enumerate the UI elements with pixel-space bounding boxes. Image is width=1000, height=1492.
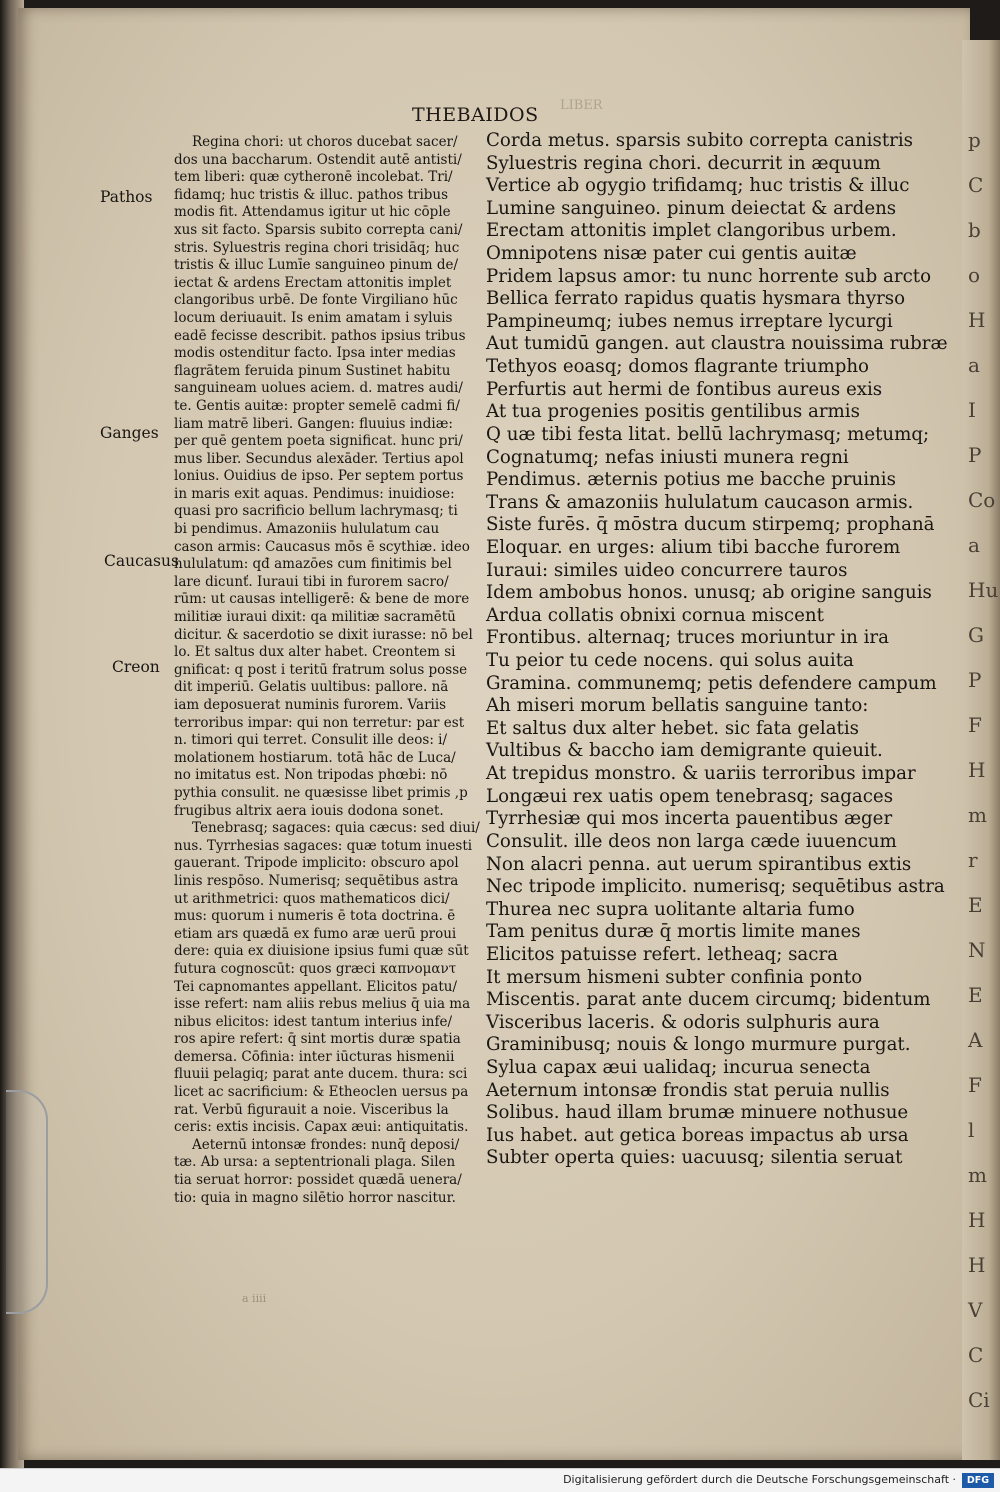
- next-page-letter: E: [968, 983, 983, 1007]
- verse-line: Frontibus. alternaq; truces moriuntur in ira: [486, 627, 889, 649]
- next-page-letter: F: [968, 1073, 982, 1097]
- commentary-line: hululatum: qđ amazōes cum finitimis bel: [174, 556, 452, 573]
- next-page-letter: P: [968, 443, 982, 467]
- verse-column: [486, 130, 956, 1170]
- next-page-letter: b: [968, 218, 981, 242]
- signature-mark: a iiii: [242, 1292, 267, 1305]
- commentary-line: sanguineam uolues aciem. d. matres audi/: [174, 380, 463, 397]
- commentary-line: stris. Syluestris regina chori trisidāq; huc: [174, 239, 460, 256]
- verse-line: Tam penitus duræ q̄ mortis limite manes: [486, 921, 861, 943]
- commentary-line: frugibus altrix aera iouis dodona sonet.: [174, 802, 444, 819]
- commentary-line: lare dicunť. Iuraui tibi in furorem sacro/: [174, 573, 449, 590]
- verse-line: At tua progenies positis gentilibus armis: [486, 401, 860, 423]
- next-page-letter: C: [968, 173, 984, 197]
- next-page-letter: r: [968, 848, 978, 872]
- commentary-line: rat. Verbū figurauit a noie. Visceribus la: [174, 1101, 449, 1118]
- verse-line: Consulit. ille deos non larga cæde iuuencum: [486, 830, 897, 852]
- verse-line: Lumine sanguineo. pinum deiectat & ardens: [486, 197, 897, 219]
- commentary-line: ros apire refert: q̄ sint mortis duræ spatia: [174, 1031, 461, 1048]
- verse-line: Gramina. communemq; petis defendere campum: [486, 672, 937, 694]
- verse-line: Erectam attonitis implet clangoribus urbem.: [486, 220, 897, 242]
- next-page-letter: l: [968, 1118, 975, 1142]
- commentary-line: liam matrē liberi. Gangen: fluuius indiæ:: [174, 415, 453, 432]
- next-page-letter: N: [968, 938, 986, 962]
- marginal-note-ganges: Ganges: [100, 424, 159, 442]
- verse-line: Sylua capax æui ualidaq; incurua senecta: [486, 1056, 871, 1078]
- next-page-letter: C: [968, 1343, 984, 1367]
- commentary-line: etiam ars quædā ex fumo aræ uerū proui: [174, 925, 457, 942]
- verse-line: Vultibus & baccho iam demigrante quieuit.: [486, 740, 883, 762]
- verse-line: Aeternum intonsæ frondis stat peruia nullis: [486, 1079, 890, 1101]
- page-title: THEBAIDOS: [412, 104, 539, 126]
- verse-line: Q uæ tibi festa litat. bellū lachrymasq; metumq;: [486, 423, 930, 445]
- marginal-note-caucasus: Caucasus: [104, 552, 179, 570]
- commentary-line: pythia consulit. ne quæsisse libet primis ,p: [174, 784, 468, 801]
- commentary-column: [174, 134, 490, 1207]
- commentary-line: modis ostenditur facto. Ipsa inter medias: [174, 345, 456, 362]
- verse-line: Miscentis. parat ante ducem circumq; bidentum: [486, 989, 931, 1011]
- commentary-line: dos una baccharum. Ostendit autē antisti/: [174, 151, 462, 168]
- next-page-letter: F: [968, 713, 982, 737]
- commentary-line: te. Gentis auitæ: propter semelē cadmi fi/: [174, 397, 460, 414]
- page-clip: [6, 1090, 48, 1314]
- next-page-letter: Ci: [968, 1388, 990, 1412]
- verse-line: Perfurtis aut hermi de fontibus aureus exis: [486, 378, 883, 400]
- marginal-note-pathos: Pathos: [100, 188, 153, 206]
- next-page-letter: H: [968, 308, 986, 332]
- commentary-line: tæ. Ab ursa: a septentrionali plaga. Silen: [174, 1154, 456, 1171]
- commentary-line: modis fit. Attendamus igitur ut hic cōple: [174, 204, 451, 221]
- next-page-letter: a: [968, 353, 980, 377]
- verse-line: Trans & amazoniis hululatum caucason armis.: [486, 491, 914, 513]
- next-page-letter: m: [968, 803, 987, 827]
- verse-line: Pridem lapsus amor: tu nunc horrente sub arcto: [486, 265, 932, 287]
- verse-line: Siste furēs. q̄ mōstra ducum stirpemq; prophanā: [486, 514, 935, 536]
- verse-line: Iuraui: similes uideo concurrere tauros: [486, 559, 848, 581]
- verse-line: Nec tripode implicito. numerisq; sequētibus astra: [486, 876, 945, 898]
- dfg-logo[interactable]: DFG: [962, 1473, 994, 1488]
- commentary-line: in maris exit aquas. Pendimus: inuidiose:: [174, 485, 455, 502]
- commentary-line: demersa. Cōfinia: inter iūcturas hismenii: [174, 1048, 455, 1065]
- commentary-line: iam deposuerat numinis furorem. Variis: [174, 697, 447, 713]
- verse-line: Tyrrhesiæ qui mos incerta pauentibus æger: [486, 808, 893, 830]
- commentary-line: xus sit facto. Sparsis subito correpta cani/: [174, 221, 463, 238]
- next-page-edge: [962, 40, 1000, 1460]
- next-page-letter: H: [968, 1208, 986, 1232]
- verse-line: Aut tumidū gangen. aut claustra nouissima rubræ: [486, 333, 948, 355]
- next-page-letter: E: [968, 893, 983, 917]
- commentary-line: nus. Tyrrhesias sagaces: quæ totum inuesti: [174, 837, 473, 854]
- commentary-line: isse refert: nam aliis rebus melius q̄ uia ma: [174, 996, 471, 1013]
- next-page-letter: H: [968, 1253, 986, 1277]
- commentary-line: tia seruat horror: possidet quædā uenera/: [174, 1172, 462, 1189]
- verse-line: Omnipotens nisæ pater cui gentis auitæ: [486, 243, 857, 265]
- commentary-line: fidamq; huc tristis & illuc. pathos tribus: [174, 186, 449, 203]
- commentary-line: tristis & illuc Lumīe sanguineo pinum de/: [174, 257, 459, 274]
- verse-line: Tu peior tu cede nocens. qui solus auita: [486, 650, 854, 672]
- next-page-letter: Co: [968, 488, 996, 512]
- next-page-letter: o: [968, 263, 981, 287]
- verse-line: Ardua collatis obnixi cornua miscent: [486, 604, 824, 626]
- commentary-line: Tenebrasq; sagaces: quia cæcus: sed diui/: [192, 820, 480, 837]
- commentary-line: flagrātem feruida pinum Sustinet habitu: [174, 362, 451, 379]
- commentary-line: eadē fecisse describit. pathos ipsius tribus: [174, 327, 466, 344]
- commentary-line: gauerant. Tripode implicito: obscuro apol: [174, 855, 459, 872]
- commentary-line: quasi pro sacrificio bellum lachrymasq; ti: [174, 503, 458, 520]
- verse-line: Idem ambobus honos. unusq; ab origine sanguis: [486, 582, 932, 604]
- commentary-line: fluuii pelagiq; parat ante ducem. thura: sci: [174, 1066, 468, 1083]
- verse-line: Elicitos patuisse refert. letheaq; sacra: [486, 943, 839, 965]
- verse-line: Subter operta quies: uacuusq; silentia seruat: [486, 1147, 903, 1169]
- verse-line: At trepidus monstro. & uariis terroribus impar: [486, 763, 916, 785]
- verse-line: Pampineumq; iubes nemus irreptare lycurgi: [486, 310, 893, 332]
- verse-line: Thurea nec supra uolitante altaria fumo: [486, 898, 855, 920]
- commentary-line: iectat & ardens Erectam attonitis implet: [174, 274, 452, 291]
- verse-line: Graminibusq; nouis & longo murmure purgat.: [486, 1034, 911, 1056]
- commentary-line: ut arithmetrici: quos mathematicos dici/: [174, 890, 450, 907]
- commentary-line: ceris: extis incisis. Capax æui: antiquitatis.: [174, 1119, 469, 1136]
- commentary-line: lonius. Ouidius de ipso. Per septem portus: [174, 468, 464, 485]
- commentary-line: Regina chori: ut choros ducebat sacer/: [192, 134, 458, 150]
- verse-line: Visceribus laceris. & odoris sulphuris aura: [486, 1011, 880, 1033]
- commentary-line: gnificat: q post i teritū fratrum solus posse: [174, 661, 468, 678]
- next-page-letter: P: [968, 668, 982, 692]
- bleed-through-header: LIBER: [560, 98, 603, 113]
- commentary-line: locum deriuauit. Is enim amatam i syluis: [174, 309, 453, 326]
- commentary-line: mus liber. Secundus alexāder. Tertius apol: [174, 450, 464, 467]
- commentary-line: futura cognoscūt: quos græci καπνομαντ: [174, 960, 457, 977]
- verse-line: Ius habet. aut getica boreas impactus ab ursa: [486, 1124, 909, 1146]
- commentary-line: licet ac sacrificium: & Etheoclen uersus pa: [174, 1084, 469, 1101]
- commentary-line: dit imperiū. Gelatis uultibus: pallore. nā: [174, 679, 449, 696]
- next-page-letter: A: [968, 1028, 983, 1052]
- footer-credit: Digitalisierung gefördert durch die Deutsche Forschungsgemeinschaft ·: [563, 1473, 956, 1486]
- commentary-line: linis respōso. Numerisq; sequētibus astra: [174, 872, 459, 889]
- next-page-letter: m: [968, 1163, 987, 1187]
- commentary-line: Tei capnomantes appellant. Elicitos patu/: [174, 978, 458, 995]
- verse-line: Longæui rex uatis opem tenebrasq; sagaces: [486, 785, 894, 807]
- commentary-line: clangoribus urbē. De fonte Virgiliano hūc: [174, 292, 458, 309]
- next-page-letter: Hu: [968, 578, 999, 602]
- verse-line: Solibus. haud illam brumæ minuere nothusue: [486, 1102, 909, 1124]
- commentary-line: dicitur. & sacerdotio se dixit iurasse: nō bel: [174, 626, 473, 643]
- verse-line: Syluestris regina chori. decurrit in æquum: [486, 152, 881, 174]
- footer-bar: [0, 1468, 1000, 1492]
- commentary-line: dere: quia ex diuisione ipsius fumi quæ sūt: [174, 943, 469, 960]
- verse-line: Eloquar. en urges: alium tibi bacche furorem: [486, 536, 901, 558]
- marginal-note-creon: Creon: [112, 658, 160, 676]
- commentary-line: mus: quorum i numeris ē tota doctrina. ē: [174, 908, 456, 925]
- commentary-line: nibus elicitos: idest tantum interius infe/: [174, 1013, 453, 1030]
- commentary-line: tio: quia in magno silētio horror nascitur.: [174, 1189, 456, 1206]
- commentary-line: Aeternū intonsæ frondes: nunq̄ deposi/: [192, 1136, 460, 1153]
- verse-line: It mersum hismeni subter confinia ponto: [486, 966, 863, 988]
- commentary-line: molationem hostiarum. totā hāc de Luca/: [174, 749, 456, 766]
- next-page-letter: I: [968, 398, 976, 422]
- next-page-letter: p: [968, 128, 981, 152]
- verse-line: Cognatumq; nefas iniusti munera regni: [486, 446, 849, 468]
- verse-line: Tethyos eoasq; domos flagrante triumpho: [486, 356, 869, 378]
- commentary-line: per quē gentem poeta significat. hunc pri/: [174, 433, 463, 450]
- verse-line: Ah miseri morum bellatis sanguine tanto:: [486, 695, 869, 717]
- commentary-line: cason armis: Caucasus mōs ē scythiæ. ideo: [174, 538, 470, 555]
- commentary-line: no imitatus est. Non tripodas phœbi: nō: [174, 767, 448, 784]
- next-page-letter: G: [968, 623, 984, 647]
- commentary-line: bi pendimus. Amazoniis hululatum cau: [174, 521, 440, 538]
- next-page-letter: H: [968, 758, 986, 782]
- next-page-letter: a: [968, 533, 980, 557]
- commentary-line: n. timori qui terret. Consulit ille deos: i/: [174, 732, 448, 749]
- verse-line: Et saltus dux alter hebet. sic fata gelatis: [486, 717, 860, 739]
- commentary-line: rūm: ut causas intelligerē: & bene de more: [174, 591, 470, 608]
- verse-line: Pendimus. æternis potius me bacche pruinis: [486, 469, 896, 491]
- next-page-letter: V: [968, 1298, 983, 1322]
- commentary-line: lo. Et saltus dux alter habet. Creontem si: [174, 644, 456, 661]
- verse-line: Corda metus. sparsis subito correpta canistris: [486, 130, 913, 151]
- commentary-line: militiæ iuraui dixit: qa militiæ sacramētū: [174, 609, 456, 626]
- commentary-line: terroribus impar: qui non terretur: par est: [174, 714, 465, 731]
- verse-line: Bellica ferrato rapidus quatis hysmara thyrso: [486, 288, 906, 310]
- commentary-line: tem liberi: quæ cytheronē incolebat. Tri/: [174, 169, 453, 186]
- verse-line: Vertice ab ogygio trifidamq; huc tristis & illuc: [486, 175, 910, 197]
- verse-line: Non alacri penna. aut uerum spirantibus extis: [486, 853, 912, 875]
